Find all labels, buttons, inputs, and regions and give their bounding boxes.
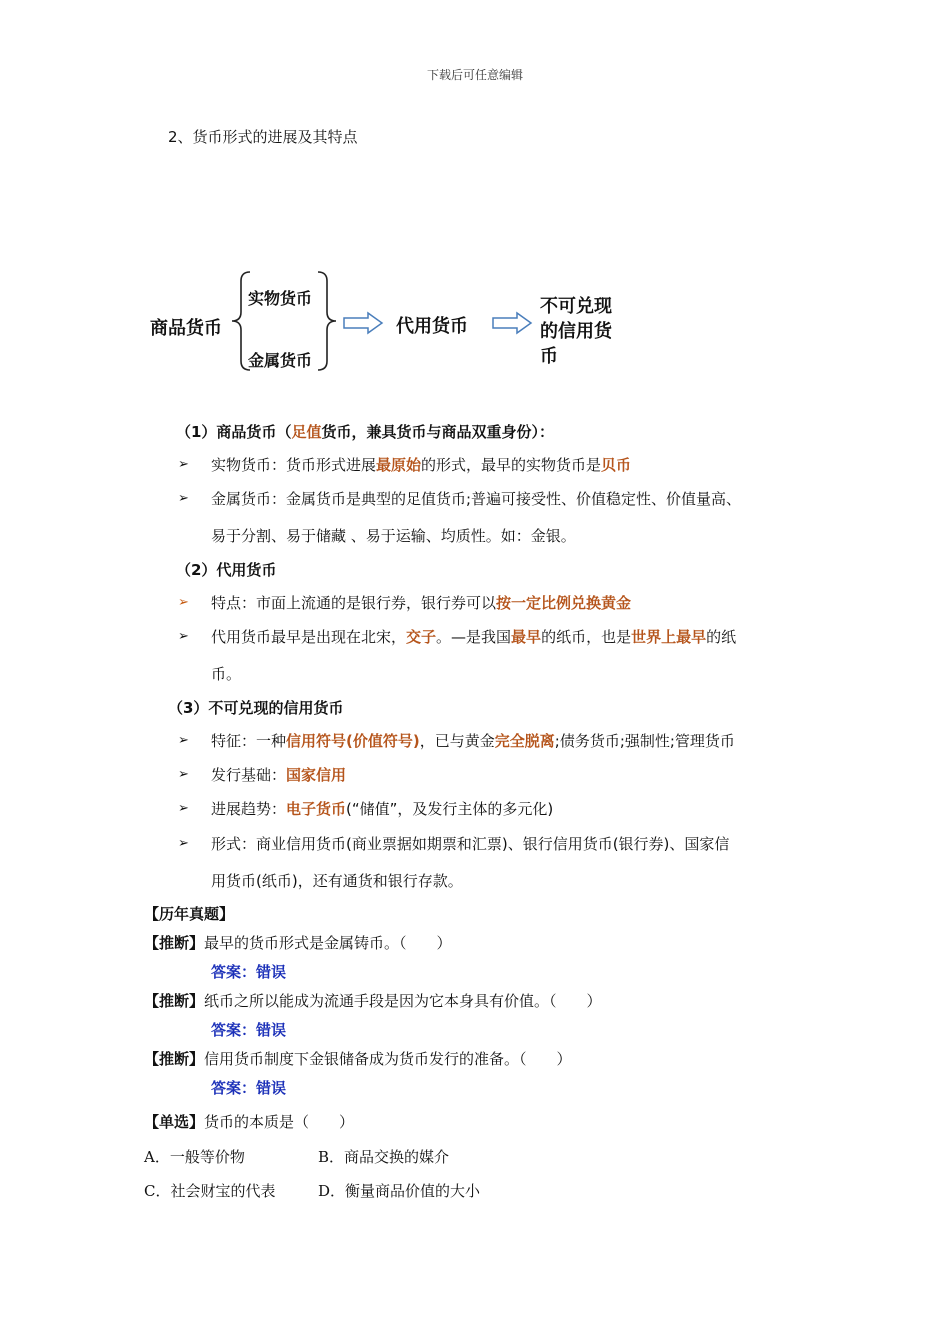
p3-bullet-1: 特征：一种信用符号(价值符号)，已与黄金完全脱离;债务货币;强制性;管理货币 [211, 732, 735, 750]
bullet-arrow-icon: ➢ [178, 595, 189, 610]
answer-1: 答案：错误 [211, 963, 287, 981]
option-a: A．一般等价物 [144, 1148, 245, 1166]
option-b: B．商品交换的媒介 [318, 1148, 450, 1166]
p2-bullet-2-line-2: 币。 [211, 665, 242, 683]
diagram-top-branch: 实物货币 [248, 289, 313, 308]
diagram-right-line-2: 的信用货 [540, 321, 612, 342]
p1-heading: （1）商品货币（足值货币，兼具货币与商品双重身份）： [176, 423, 554, 441]
p3-bullet-4-line-1: 形式：商业信用货币(商业票据如期票和汇票)、银行信用货币(银行券)、国家信 [211, 835, 730, 853]
p2-bullet-2-line-1: 代用货币最早是出现在北宋，交子。—是我国最早的纸币，也是世界上最早的纸 [211, 628, 737, 646]
diagram-arrow-2 [491, 311, 533, 335]
diagram-middle-label: 代用货币 [396, 316, 468, 337]
bullet-arrow-icon: ➢ [178, 801, 189, 816]
diagram-bottom-branch: 金属货币 [248, 351, 313, 370]
p1-bullet-2-line-2: 易于分割、易于储藏 、易于运输、均质性。如：金银。 [211, 527, 576, 545]
p3-bullet-4-line-2: 用货币(纸币)，还有通货和银行存款。 [211, 872, 463, 890]
answer-2: 答案：错误 [211, 1021, 287, 1039]
bullet-arrow-icon: ➢ [178, 457, 189, 472]
answer-3: 答案：错误 [211, 1079, 287, 1097]
question-1: 【推断】最早的货币形式是金属铸币。（ ） [144, 934, 452, 952]
option-c: C．社会财宝的代表 [144, 1182, 276, 1200]
diagram-left-label: 商品货币 [150, 318, 222, 339]
bullet-arrow-icon: ➢ [178, 767, 189, 782]
p3-bullet-3: 进展趋势：电子货币(“储值”，及发行主体的多元化) [211, 800, 554, 818]
bullet-arrow-icon: ➢ [178, 629, 189, 644]
option-d: D．衡量商品价值的大小 [318, 1182, 481, 1200]
p3-bullet-2: 发行基础：国家信用 [211, 766, 347, 784]
diagram-right-line-3: 币 [540, 346, 558, 367]
p1-bullet-2-line-1: 金属货币：金属货币是典型的足值货币;普遍可接受性、价值稳定性、价值量高、 [211, 490, 742, 508]
question-2: 【推断】纸币之所以能成为流通手段是因为它本身具有价值。（ ） [144, 992, 602, 1010]
p2-heading: （2）代用货币 [176, 561, 277, 579]
bullet-arrow-icon: ➢ [178, 836, 189, 851]
section-title: 2、货币形式的进展及其特点 [168, 128, 358, 146]
p1-bullet-1: 实物货币：货币形式进展最原始的形式，最早的实物货币是贝币 [211, 456, 632, 474]
p3-heading: （3）不可兑现的信用货币 [168, 699, 344, 717]
diagram-arrow-1 [342, 311, 384, 335]
bullet-arrow-icon: ➢ [178, 733, 189, 748]
question-4: 【单选】货币的本质是（ ） [144, 1113, 355, 1131]
question-3: 【推断】信用货币制度下金银储备成为货币发行的准备。（ ） [144, 1050, 572, 1068]
p2-bullet-1: 特点：市面上流通的是银行券，银行券可以按一定比例兑换黄金 [211, 594, 632, 612]
page-header: 下载后可任意编辑 [426, 68, 523, 82]
past-exams-heading: 【历年真题】 [144, 905, 235, 923]
diagram-right-line-1: 不可兑现 [540, 296, 612, 317]
bullet-arrow-icon: ➢ [178, 491, 189, 506]
